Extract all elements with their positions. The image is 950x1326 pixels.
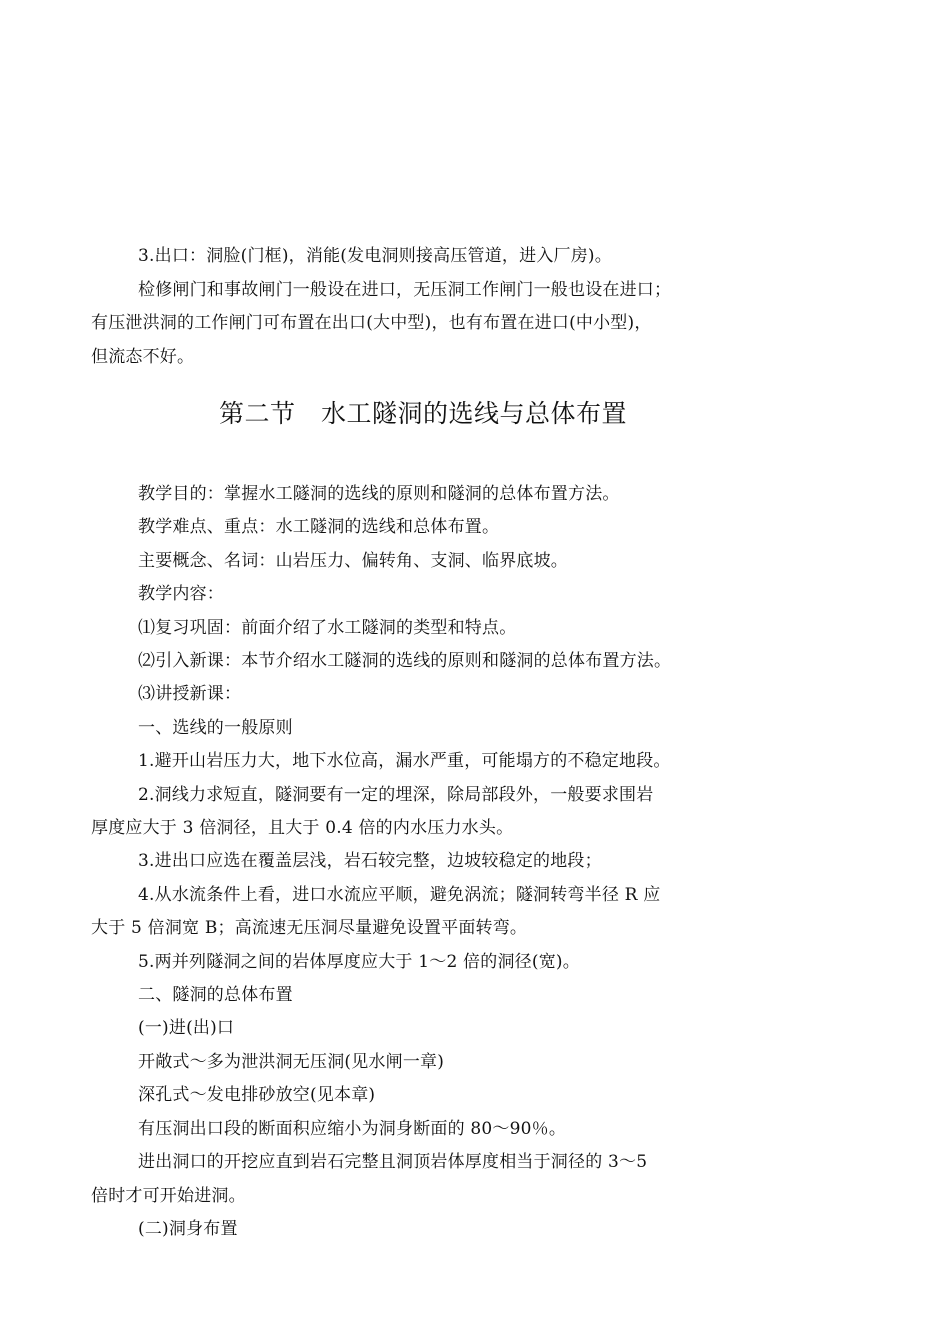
new-lesson-intro-item: ⑵引入新课：本节介绍水工隧洞的选线的原则和隧洞的总体布置方法。 [138, 651, 672, 671]
subheading-inlet-outlet: (一)进(出)口 [138, 1018, 235, 1038]
principle-1: 1.避开山岩压力大，地下水位高，漏水严重，可能塌方的不稳定地段。 [138, 751, 671, 771]
lecture-item: ⑶讲授新课： [138, 684, 242, 704]
principle-4-line-2: 大于 5 倍洞宽 B；高流速无压洞尽量避免设置平面转弯。 [91, 918, 528, 938]
principle-3: 3.进出口应选在覆盖层浅，岩石较完整，边坡较稳定的地段； [138, 851, 602, 871]
paragraph-gates-line-2: 有压泄洪洞的工作闸门可布置在出口(大中型)，也有布置在进口(中小型)， [91, 313, 652, 333]
deep-hole-type-line: 深孔式～发电排砂放空(见本章) [138, 1085, 376, 1105]
heading-overall-layout: 二、隧洞的总体布置 [138, 985, 293, 1005]
excavation-line-2: 倍时才可开始进洞。 [91, 1186, 246, 1206]
review-item: ⑴复习巩固：前面介绍了水工隧洞的类型和特点。 [138, 618, 517, 638]
section-title: 第二节 水工隧洞的选线与总体布置 [219, 399, 628, 428]
teaching-objective: 教学目的：掌握水工隧洞的选线的原则和隧洞的总体布置方法。 [138, 484, 620, 504]
subheading-tunnel-body: (二)洞身布置 [138, 1219, 238, 1239]
open-type-line: 开敞式～多为泄洪洞无压洞(见水闸一章) [138, 1052, 445, 1072]
teaching-content-heading: 教学内容： [138, 584, 224, 604]
principle-2-line-2: 厚度应大于 3 倍洞径，且大于 0.4 倍的内水压力水头。 [91, 818, 514, 838]
principle-4-line-1: 4.从水流条件上看，进口水流应平顺，避免涡流；隧洞转弯半径 R 应 [138, 885, 661, 905]
outlet-section-line: 有压洞出口段的断面积应缩小为洞身断面的 80～90％。 [138, 1119, 567, 1139]
paragraph-gates-line-3: 但流态不好。 [91, 347, 195, 367]
excavation-line-1: 进出洞口的开挖应直到岩石完整且洞顶岩体厚度相当于洞径的 3～5 [138, 1152, 648, 1172]
heading-route-principles: 一、选线的一般原则 [138, 718, 293, 738]
paragraph-outlet: 3.出口：洞脸(门框)，消能(发电洞则接高压管道，进入厂房)。 [138, 246, 612, 266]
principle-5: 5.两并列隧洞之间的岩体厚度应大于 1～2 倍的洞径(宽)。 [138, 952, 580, 972]
paragraph-gates-line-1: 检修闸门和事故闸门一般设在进口，无压洞工作闸门一般也设在进口； [138, 280, 672, 300]
teaching-key-points: 教学难点、重点：水工隧洞的选线和总体布置。 [138, 517, 500, 537]
main-concepts: 主要概念、名词：山岩压力、偏转角、支洞、临界底坡。 [138, 551, 568, 571]
principle-2-line-1: 2.洞线力求短直，隧洞要有一定的埋深，除局部段外，一般要求围岩 [138, 785, 654, 805]
